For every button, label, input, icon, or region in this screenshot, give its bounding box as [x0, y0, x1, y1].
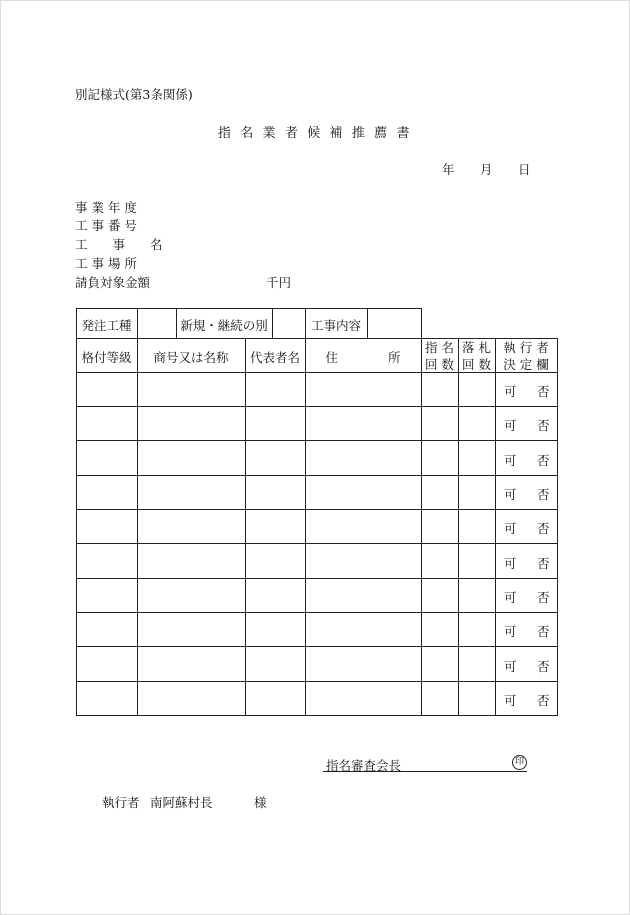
addressee-name: 南阿蘇村長: [150, 795, 213, 810]
decision-no[interactable]: 否: [537, 487, 550, 502]
date-year: 年: [442, 162, 455, 177]
decision-yes[interactable]: 可: [504, 384, 517, 399]
decision-yes[interactable]: 可: [504, 693, 517, 708]
date-day: 日: [518, 162, 531, 177]
decision-yes[interactable]: 可: [504, 418, 517, 433]
addressee-honorific: 様: [254, 795, 267, 810]
header-company: 商号又は名称: [153, 350, 229, 365]
decision-yes[interactable]: 可: [504, 624, 517, 639]
addressee-role: 執行者: [102, 795, 140, 810]
header-grade: 格付等級: [81, 350, 132, 365]
decision-yes[interactable]: 可: [504, 590, 517, 605]
decision-no[interactable]: 否: [537, 418, 550, 433]
field-contract-amount[interactable]: [75, 273, 150, 291]
decision-no[interactable]: 否: [537, 693, 550, 708]
decision-no[interactable]: 否: [537, 521, 550, 536]
decision-yes[interactable]: 可: [504, 453, 517, 468]
signature-label: 指名審査会長: [326, 758, 402, 773]
field-fiscal-year[interactable]: [75, 198, 137, 216]
document-title: 指 名 業 者 候 補 推 薦 書: [217, 126, 413, 141]
header-award-count: 落 札 回 数: [462, 340, 491, 372]
field-contract-amount-label: 請負対象金額: [75, 275, 151, 290]
field-work-location-label: 工 事 場 所: [75, 256, 137, 271]
decision-no[interactable]: 否: [537, 384, 550, 399]
field-work-number-label: 工 事 番 号: [75, 218, 137, 233]
field-work-name[interactable]: [75, 235, 163, 253]
decision-no[interactable]: 否: [537, 624, 550, 639]
header-nomination-count: 指 名 回 数: [425, 340, 454, 372]
decision-no[interactable]: 否: [537, 590, 550, 605]
signature-line[interactable]: [323, 771, 527, 772]
new-or-continue-label: 新規・継続の別: [180, 318, 268, 333]
field-work-location[interactable]: [75, 254, 137, 272]
decision-no[interactable]: 否: [537, 659, 550, 674]
decision-no[interactable]: 否: [537, 556, 550, 571]
decision-yes[interactable]: 可: [504, 659, 517, 674]
field-work-name-label: 工 事 名: [75, 237, 163, 252]
field-fiscal-year-label: 事 業 年 度: [75, 200, 137, 215]
header-address: 住 所: [325, 350, 401, 365]
amount-unit: 千円: [266, 275, 292, 290]
field-work-number[interactable]: [75, 216, 137, 234]
decision-yes[interactable]: 可: [504, 521, 517, 536]
header-representative: 代表者名: [249, 350, 300, 365]
work-content-label: 工事内容: [310, 318, 361, 333]
decision-no[interactable]: 否: [537, 453, 550, 468]
decision-yes[interactable]: 可: [504, 556, 517, 571]
decision-yes[interactable]: 可: [504, 487, 517, 502]
form-id: 別記様式(第3条関係): [75, 87, 193, 102]
date-month: 月: [480, 162, 493, 177]
header-decision: 執 行 者 決 定 欄: [503, 340, 549, 372]
order-type-label: 発注工種: [81, 318, 132, 333]
seal-icon: 印: [512, 755, 527, 770]
